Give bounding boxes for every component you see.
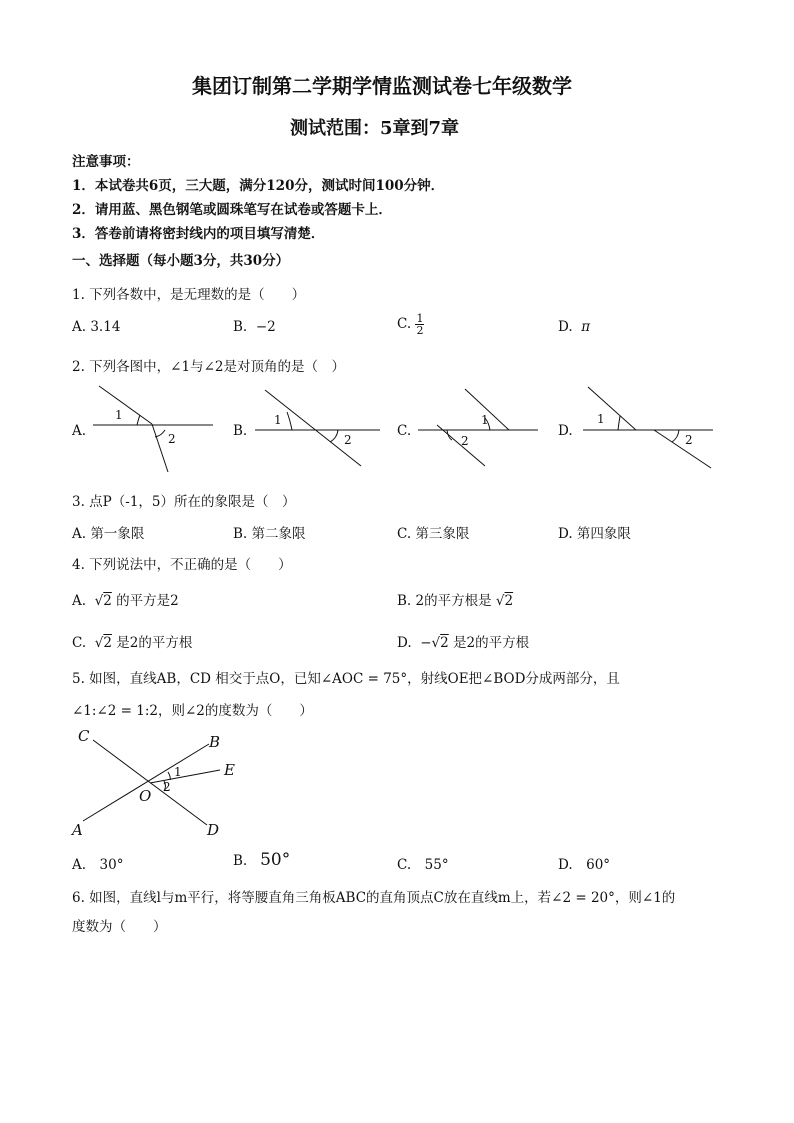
notice-heading: 注意事项： bbox=[72, 154, 140, 170]
angle-2-label: 2 bbox=[163, 780, 171, 794]
q2-label-a: A. bbox=[72, 423, 87, 439]
q1-option-a bbox=[72, 319, 120, 335]
q1-option-d-value: π bbox=[581, 319, 591, 335]
q4-option-d-radicand: 2 bbox=[440, 635, 449, 651]
q5-option-d: D. 60° bbox=[558, 857, 611, 873]
q2-a-angle-1: 1 bbox=[115, 408, 123, 422]
q3-option-c: C. 第三象限 bbox=[397, 526, 470, 542]
fraction-numerator: 1 bbox=[416, 312, 424, 325]
q1-stem: 1. 下列各数中，是无理数的是（ ） bbox=[72, 287, 306, 303]
q4-option-a-label: A. bbox=[72, 593, 87, 609]
q2-d-angle-1: 1 bbox=[597, 412, 605, 426]
point-o-label: O bbox=[139, 787, 152, 805]
q4-option-b-text: B. 2的平方根是 bbox=[397, 593, 492, 609]
sqrt-icon: √ bbox=[495, 593, 505, 609]
q1-option-c bbox=[397, 313, 424, 336]
q2-b-angle-1: 1 bbox=[274, 413, 282, 427]
q1-option-c-fraction bbox=[415, 313, 424, 336]
sqrt-icon: √ bbox=[94, 635, 104, 651]
q2-stem: 2. 下列各图中，∠1与∠2是对顶角的是（ ） bbox=[72, 359, 345, 375]
q5-option-c: C. 55° bbox=[397, 857, 449, 873]
q1-option-a-label: A. bbox=[72, 319, 87, 335]
notice-item-2: 2．请用蓝、黑色钢笔或圆珠笔写在试卷或答题卡上． bbox=[72, 202, 392, 218]
q1-option-c-label: C. bbox=[397, 316, 412, 332]
q1-option-d bbox=[558, 319, 590, 335]
q2-c-angle-1: 1 bbox=[481, 413, 489, 427]
q4-option-a bbox=[72, 589, 179, 609]
q4-option-c-radicand: 2 bbox=[103, 635, 112, 651]
q3-stem: 3. 点P（-1，5）所在的象限是（ ） bbox=[72, 494, 296, 510]
q4-option-c bbox=[72, 631, 192, 651]
line-ab bbox=[83, 744, 209, 821]
q1-option-b bbox=[233, 319, 276, 335]
q4-stem: 4. 下列说法中，不正确的是（ ） bbox=[72, 557, 292, 573]
q2-d-angle-2: 2 bbox=[685, 433, 693, 447]
q3-option-a: A. 第一象限 bbox=[72, 526, 145, 542]
q5-stem-line-2: ∠1:∠2 = 1:2，则∠2的度数为（ ） bbox=[72, 703, 313, 719]
q4-option-d-sign: − bbox=[420, 635, 432, 651]
angle-1-arc bbox=[168, 772, 170, 780]
q5-option-b-label: B. bbox=[233, 853, 248, 869]
point-e-label: E bbox=[224, 761, 235, 779]
q5-figure bbox=[60, 725, 260, 843]
point-c-label: C bbox=[78, 727, 90, 745]
q5-option-a: A. 30° bbox=[72, 857, 124, 873]
q5-option-b bbox=[233, 850, 290, 870]
q1-option-a-value: 3.14 bbox=[90, 319, 121, 335]
angle-1-label: 1 bbox=[174, 765, 182, 779]
q4-option-b-radicand: 2 bbox=[504, 593, 514, 609]
page-subtitle: 测试范围：5章到7章 bbox=[290, 118, 460, 139]
q4-option-d bbox=[397, 631, 529, 651]
q2-b-angle-2: 2 bbox=[344, 433, 352, 447]
point-a-label: A bbox=[72, 821, 83, 839]
q3-option-b: B. 第二象限 bbox=[233, 526, 306, 542]
q4-option-b bbox=[397, 589, 513, 609]
notice-item-1: 1．本试卷共6页，三大题，满分120分，测试时间100分钟． bbox=[72, 178, 445, 194]
q2-a-angle-2: 2 bbox=[168, 432, 176, 446]
page-title: 集团订制第二学期学情监测试卷七年级数学 bbox=[192, 74, 572, 98]
q5-option-b-value: 50° bbox=[260, 850, 291, 870]
q2-c-angle-2: 2 bbox=[461, 434, 469, 448]
q5-stem-line-1: 5. 如图，直线AB，CD 相交于点O，已知∠AOC = 75°，射线OE把∠BOD分成两部分，且 bbox=[72, 671, 620, 687]
q1-option-b-label: B. bbox=[233, 319, 248, 335]
q4-option-c-text: 是2的平方根 bbox=[116, 635, 193, 651]
q4-option-c-label: C. bbox=[72, 635, 87, 651]
fraction-denominator: 2 bbox=[416, 324, 424, 337]
q4-option-a-text: 的平方是2 bbox=[116, 593, 179, 609]
point-d-label: D bbox=[207, 821, 220, 839]
sqrt-icon: √ bbox=[94, 593, 104, 609]
q1-option-d-label: D. bbox=[558, 319, 573, 335]
q4-option-a-radicand: 2 bbox=[103, 593, 112, 609]
q2-label-c: C. bbox=[397, 423, 412, 439]
q2-label-d: D. bbox=[558, 423, 573, 439]
section-heading: 一、选择题（每小题3分，共30分） bbox=[72, 253, 290, 269]
q2-figures bbox=[0, 380, 794, 475]
q6-stem-line-1: 6. 如图，直线l与m平行，将等腰直角三角板ABC的直角顶点C放在直线m上，若∠2 = 20°，则∠1的 bbox=[72, 890, 676, 906]
notice-item-3: 3．答卷前请将密封线内的项目填写清楚． bbox=[72, 226, 325, 242]
point-b-label: B bbox=[209, 733, 221, 751]
q2-label-b: B. bbox=[233, 423, 248, 439]
q1-option-b-value: −2 bbox=[255, 319, 276, 335]
q4-option-d-text: 是2的平方根 bbox=[453, 635, 530, 651]
q3-option-d: D. 第四象限 bbox=[558, 526, 631, 542]
q6-stem-line-2: 度数为（ ） bbox=[72, 919, 167, 935]
q4-option-d-label: D. bbox=[397, 635, 412, 651]
sqrt-icon: √ bbox=[431, 635, 441, 651]
ray-oe bbox=[150, 770, 220, 783]
